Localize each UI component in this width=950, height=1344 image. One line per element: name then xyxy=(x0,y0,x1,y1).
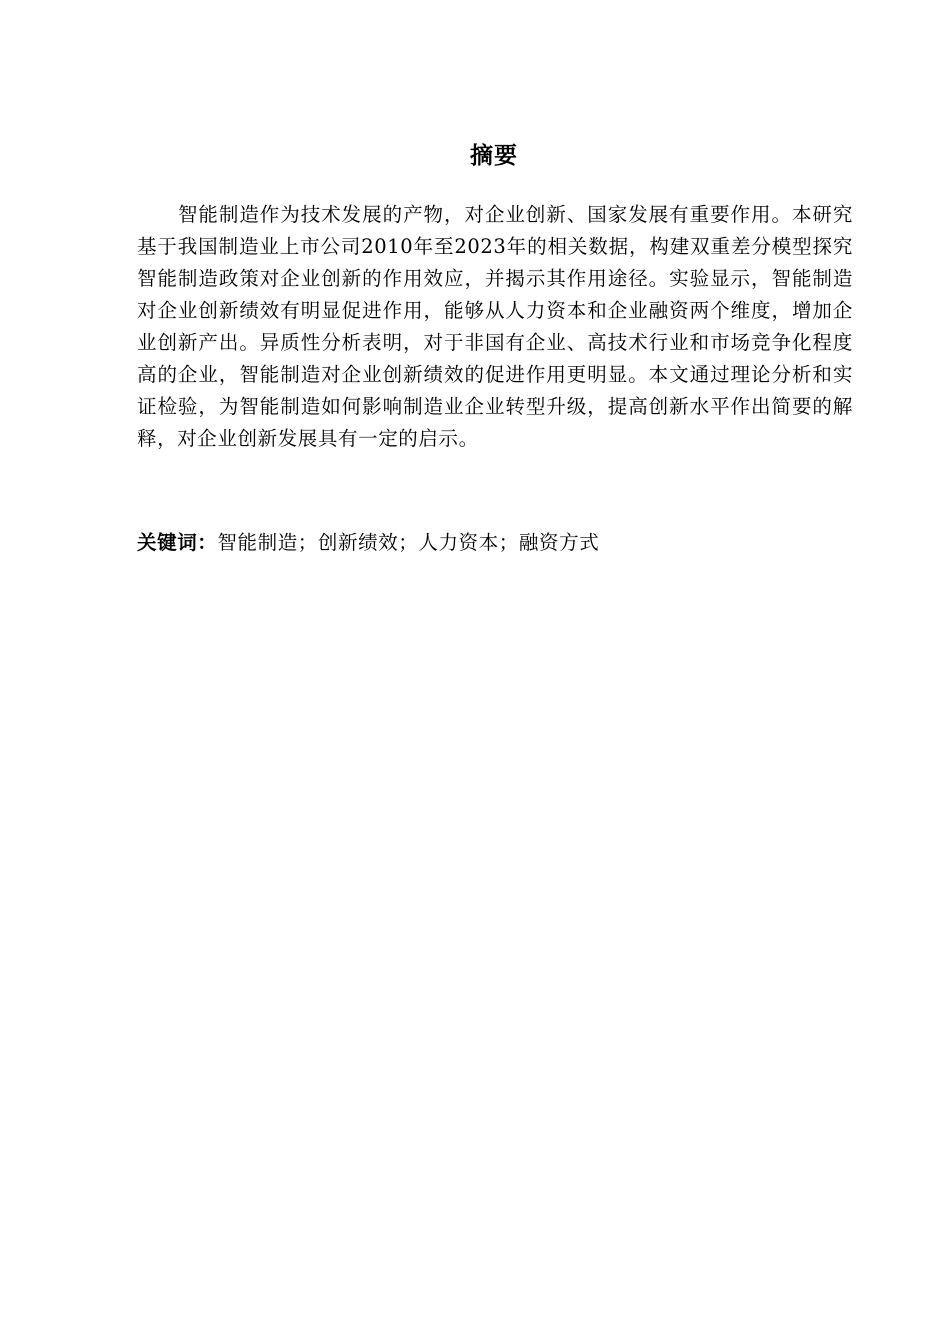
abstract-title: 摘要 xyxy=(470,143,518,169)
keywords-line xyxy=(137,527,853,559)
keywords-text: 智能制造；创新绩效；人力资本；融资方式 xyxy=(217,531,600,554)
abstract-body: 智能制造作为技术发展的产物，对企业创新、国家发展有重要作用。本研究基于我国制造业上市公司2010年至2023年的相关数据，构建双重差分模型探究智能制造政策对企业创新的作用效应，并揭示其作用途径。实验显示，智能制造对企业创新绩效有明显促进作用，能够从人力资本和企业融资两个维度，增加企业创新产出。异质性分析表明，对于非国有企业、高技术行业和市场竞争化程度高的企业，智能制造对企业创新绩效的促进作用更明显。本文通过理论分析和实证检验，为智能制造如何影响制造业企业转型升级，提高创新水平作出简要的解释，对企业创新发展具有一定的启示。 xyxy=(137,203,853,450)
keywords-label: 关键词： xyxy=(137,531,218,554)
